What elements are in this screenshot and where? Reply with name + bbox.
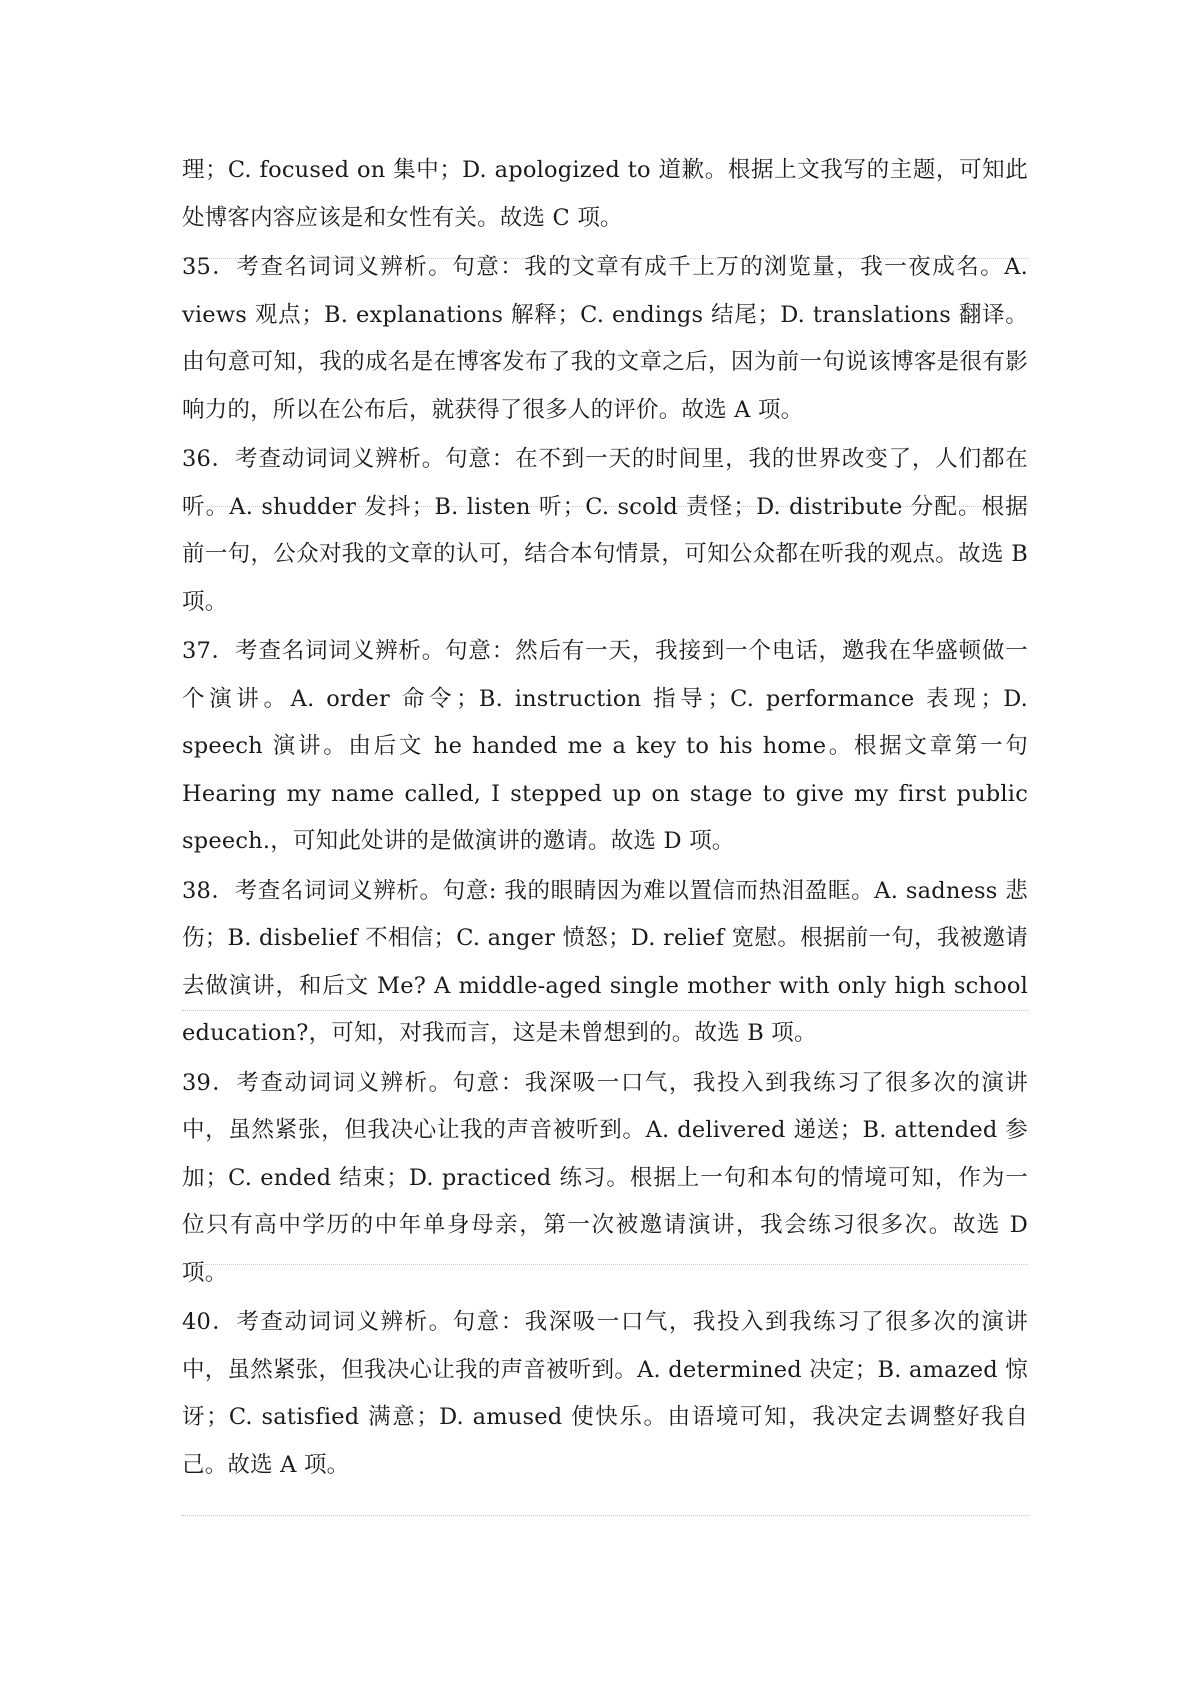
explanation-paragraph: 35．考查名词词义辨析。句意：我的文章有成千上万的浏览量，我一夜成名。A. views 观点；B. explanations 解释；C. endings 结尾；D. translations 翻译。由句意可知，我的成名是在博客发布了我的文章之后，因为前一句说该博客是很有影响力的，所以在公布后，就获得了很多人的评价。故选 A 项。 [182, 254, 1028, 423]
explanation-paragraph: 36．考查动词词义辨析。句意：在不到一天的时间里，我的世界改变了，人们都在听。A. shudder 发抖；B. listen 听；C. scold 责怪；D. distribute 分配。根据前一句，公众对我的文章的认可，结合本句情景，可知公众都在听我的观点。故选 B 项。 [182, 446, 1028, 615]
answer-explanations [182, 147, 1028, 1489]
dotted-rule [182, 1515, 1028, 1516]
explanation-paragraph: 38．考查名词词义辨析。句意: 我的眼睛因为难以置信而热泪盈眶。A. sadness 悲伤；B. disbelief 不相信；C. anger 愤怒；D. relief 宽慰。根据前一句，我被邀请去做演讲，和后文 Me? A middle-aged single mother with only high school education?，可知，对我而言，这是未曾想到的。故选 B 项。 [182, 877, 1028, 1046]
explanation-paragraph: 40．考查动词词义辨析。句意：我深吸一口气，我投入到我练习了很多次的演讲中，虽然紧张，但我决心让我的声音被听到。A. determined 决定；B. amazed 惊讶；C. satisfied 满意；D. amused 使快乐。由语境可知，我决定去调整好我自己。故选 A 项。 [182, 1309, 1028, 1478]
explanation-paragraph: 理；C. focused on 集中；D. apologized to 道歉。根据上文我写的主题，可知此处博客内容应该是和女性有关。故选 C 项。 [182, 157, 1028, 231]
explanation-paragraph: 37．考查名词词义辨析。句意：然后有一天，我接到一个电话，邀我在华盛顿做一个演讲。A. order 命令；B. instruction 指导；C. performance 表现；D. speech 演讲。由后文 he handed me a key to his home。根据文章第一句 Hearing my name called, I stepped up on stage to give my first public speech.，可知此处讲的是做演讲的邀请。故选 D 项。 [182, 638, 1028, 854]
explanation-paragraph: 39．考查动词词义辨析。句意：我深吸一口气，我投入到我练习了很多次的演讲中，虽然紧张，但我决心让我的声音被听到。A. delivered 递送；B. attended 参加；C. ended 结束；D. practiced 练习。根据上一句和本句的情境可知，作为一位只有高中学历的中年单身母亲，第一次被邀请演讲，我会练习很多次。故选 D 项。 [182, 1069, 1028, 1286]
